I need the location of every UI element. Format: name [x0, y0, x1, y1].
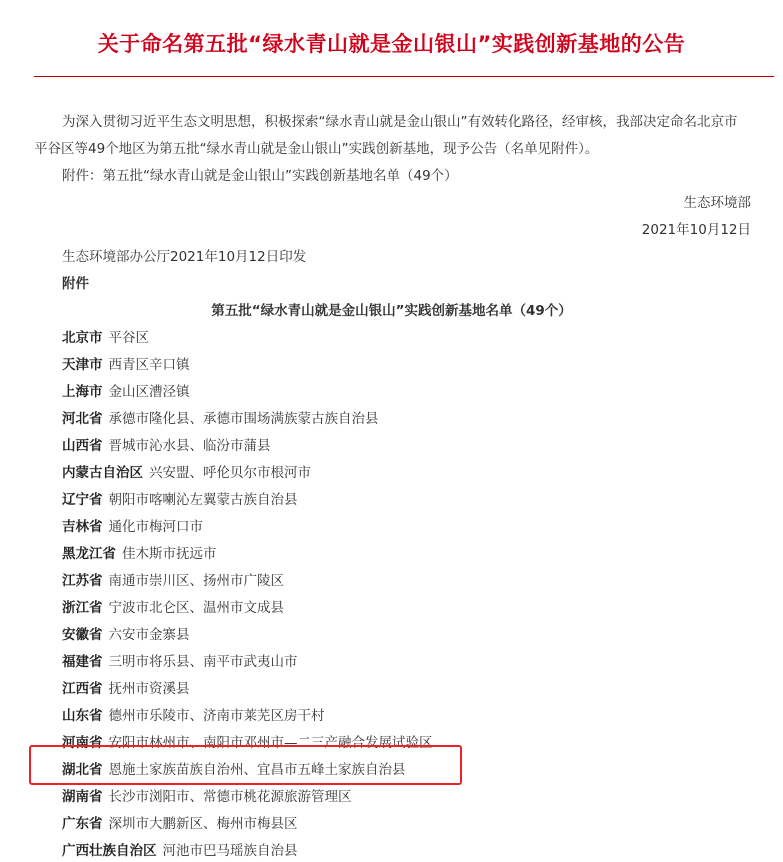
- place-names: 西青区辛口镇: [108, 357, 190, 373]
- list-title: 第五批“绿水青山就是金山银山”实践创新基地名单（49个）: [211, 303, 572, 319]
- province-name: 浙江省: [62, 600, 103, 616]
- place-names: 通化市梅河口市: [108, 519, 203, 535]
- place-names: 承德市隆化县、承德市围场满族蒙古族自治县: [108, 411, 379, 427]
- province-name: 辽宁省: [62, 492, 103, 508]
- body-paragraph-line-1: 为深入贯彻习近平生态文明思想，积极探索“绿水青山就是金山银山”有效转化路径，经审核，我部决定命名北京市: [62, 114, 738, 130]
- attachment-note: 附件：第五批“绿水青山就是金山银山”实践创新基地名单（49个）: [62, 168, 458, 184]
- place-names: 平谷区: [108, 330, 149, 346]
- printed-by: 生态环境部办公厅2021年10月12日印发: [62, 249, 307, 265]
- list-item: [62, 841, 298, 861]
- province-name: 河南省: [62, 735, 103, 751]
- province-name: 广东省: [62, 816, 103, 832]
- province-name: 北京市: [62, 330, 103, 346]
- list-item: [62, 463, 311, 483]
- place-names: 南通市崇川区、扬州市广陵区: [108, 573, 284, 589]
- place-names: 长沙市浏阳市、常德市桃花源旅游管理区: [108, 789, 352, 805]
- place-names: 兴安盟、呼伦贝尔市根河市: [149, 465, 311, 481]
- list-item: [62, 382, 190, 402]
- province-name: 安徽省: [62, 627, 103, 643]
- list-item: [62, 490, 298, 510]
- list-item: [62, 787, 352, 807]
- province-name: 山西省: [62, 438, 103, 454]
- list-item: [62, 544, 217, 564]
- list-item: [62, 652, 298, 672]
- list-item: [62, 571, 284, 591]
- place-names: 晋城市沁水县、临汾市蒲县: [108, 438, 271, 454]
- list-item: [62, 436, 271, 456]
- signature-date: 2021年10月12日: [641, 222, 751, 238]
- province-name: 福建省: [62, 654, 103, 670]
- province-name: 河北省: [62, 411, 103, 427]
- page-title: 关于命名第五批“绿水青山就是金山银山”实践创新基地的公告: [97, 32, 686, 56]
- place-names: 朝阳市喀喇沁左翼蒙古族自治县: [108, 492, 298, 508]
- list-item: [62, 328, 149, 348]
- province-name: 江苏省: [62, 573, 103, 589]
- place-names: 三明市将乐县、南平市武夷山市: [108, 654, 298, 670]
- list-item: [62, 598, 284, 618]
- province-name: 山东省: [62, 708, 103, 724]
- province-name: 湖南省: [62, 789, 103, 805]
- place-names: 金山区漕泾镇: [108, 384, 190, 400]
- annex-label: 附件: [62, 276, 89, 292]
- list-item: [62, 814, 298, 834]
- place-names: 河池市巴马瑶族自治县: [162, 843, 298, 859]
- province-name: 湖北省: [62, 762, 103, 778]
- province-name: 内蒙古自治区: [62, 465, 143, 481]
- list-item: [62, 517, 203, 537]
- list-item: [62, 679, 190, 699]
- place-names: 德州市乐陵市、济南市莱芜区房干村: [108, 708, 325, 724]
- place-names: 六安市金寨县: [108, 627, 190, 643]
- place-names: 安阳市林州市、南阳市邓州市—二三产融合发展试验区: [108, 735, 433, 751]
- place-names: 恩施土家族苗族自治州、宜昌市五峰土家族自治县: [108, 762, 406, 778]
- place-names: 佳木斯市抚远市: [122, 546, 217, 562]
- place-names: 宁波市北仑区、温州市文成县: [108, 600, 284, 616]
- place-names: 抚州市资溪县: [108, 681, 190, 697]
- list-item: [62, 706, 325, 726]
- list-item: [62, 355, 190, 375]
- province-name: 江西省: [62, 681, 103, 697]
- title-divider: [34, 76, 774, 77]
- province-name: 吉林省: [62, 519, 103, 535]
- list-item: [62, 409, 379, 429]
- province-name: 天津市: [62, 357, 103, 373]
- signature-org: 生态环境部: [683, 195, 751, 211]
- province-name: 上海市: [62, 384, 103, 400]
- province-name: 广西壮族自治区: [62, 843, 157, 859]
- place-names: 深圳市大鹏新区、梅州市梅县区: [108, 816, 298, 832]
- body-paragraph-line-2: 平谷区等49个地区为第五批“绿水青山就是金山银山”实践创新基地，现予公告（名单见附件）。: [34, 141, 599, 157]
- list-item: [62, 625, 190, 645]
- highlight-box: [29, 745, 462, 785]
- province-name: 黑龙江省: [62, 546, 116, 562]
